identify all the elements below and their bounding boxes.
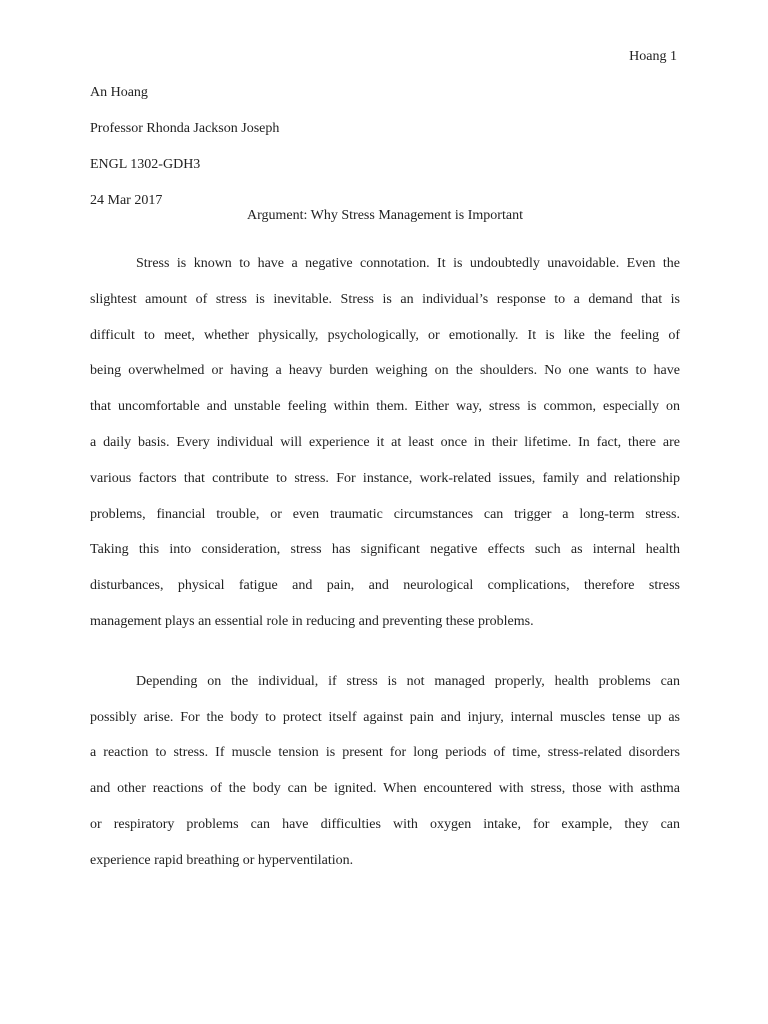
paragraph-line: possibly arise. For the body to protect itself against pain and injury, internal muscles tense up as (90, 709, 680, 725)
mla-heading-block (90, 83, 680, 211)
paragraph-line: being overwhelmed or having a heavy burden weighing on the shoulders. No one wants to have (90, 363, 680, 379)
paragraph-line: or respiratory problems can have difficulties with oxygen intake, for example, they can (90, 816, 680, 832)
paragraph-line: a reaction to stress. If muscle tension is present for long periods of time, stress-related disorders (90, 745, 680, 761)
paragraph-line: various factors that contribute to stress. For instance, work-related issues, family and relationship (90, 470, 680, 486)
essay-date: 24 Mar 2017 (90, 193, 163, 208)
paragraph-1 (90, 246, 680, 640)
paragraph-line: Depending on the individual, if stress is not managed properly, health problems can (136, 673, 680, 689)
professor-name: Professor Rhonda Jackson Joseph (90, 121, 280, 136)
paragraph-line: experience rapid breathing or hyperventilation. (90, 852, 354, 868)
course-name: ENGL 1302-GDH3 (90, 157, 201, 172)
paragraph-line: difficult to meet, whether physically, psychologically, or emotionally. It is like the feeling of (90, 327, 680, 343)
paragraph-line: a daily basis. Every individual will experience it at least once in their lifetime. In fact, there are (90, 434, 680, 450)
paragraph-line: Taking this into consideration, stress has significant negative effects such as internal health (90, 542, 680, 558)
paragraph-line: and other reactions of the body can be ignited. When encountered with stress, those with asthma (90, 781, 680, 797)
paragraph-line: problems, financial trouble, or even traumatic circumstances can trigger a long-term stress. (90, 506, 680, 522)
paragraph-line: disturbances, physical fatigue and pain, and neurological complications, therefore stress (90, 578, 680, 594)
paragraph-2 (90, 664, 680, 879)
paragraph-line: that uncomfortable and unstable feeling within them. Either way, stress is common, especially on (90, 399, 680, 415)
student-name: An Hoang (90, 85, 148, 100)
paragraph-line: Stress is known to have a negative connotation. It is undoubtedly unavoidable. Even the (136, 256, 680, 271)
paragraph-line: management plays an essential role in reducing and preventing these problems. (90, 613, 534, 629)
essay-title: Argument: Why Stress Management is Important (247, 208, 523, 223)
paragraph-line: slightest amount of stress is inevitable. Stress is an individual’s response to a demand that is (90, 291, 680, 307)
page-header-running-head: Hoang 1 (629, 49, 677, 64)
essay-body (90, 246, 680, 903)
